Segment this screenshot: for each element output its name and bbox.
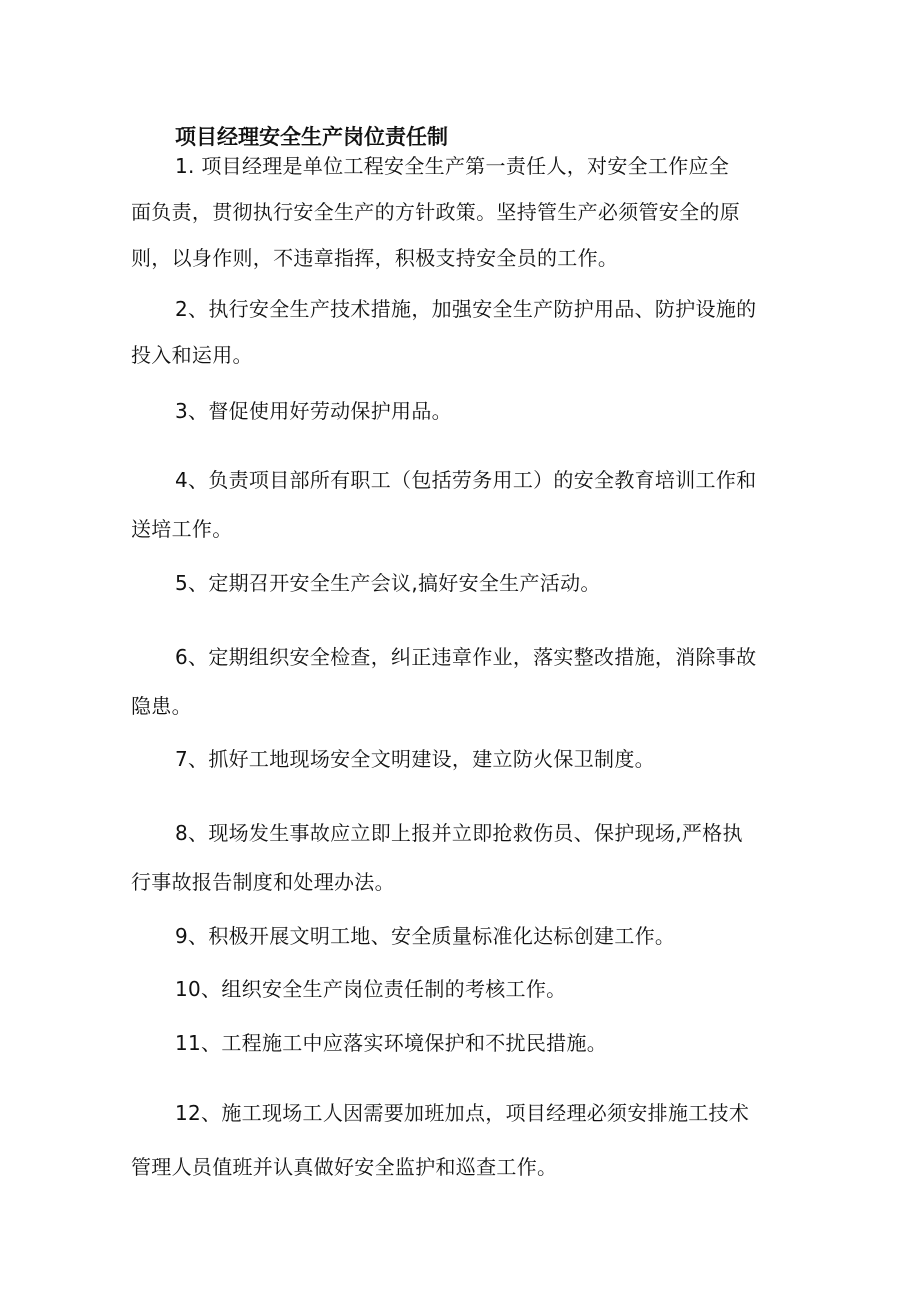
item-7-line-1: 7、抓好工地现场安全文明建设，建立防火保卫制度。 [175, 747, 655, 771]
item-1-line-2: 面负责，贯彻执行安全生产的方针政策。坚持管生产必须管安全的原 [131, 200, 740, 224]
item-12-line-1: 12、施工现场工人因需要加班加点，项目经理必须安排施工技术 [175, 1101, 750, 1125]
item-2-line-2: 投入和运用。 [131, 343, 253, 367]
item-10-line-1: 10、组织安全生产岗位责任制的考核工作。 [175, 977, 567, 1001]
item-9-line-1: 9、积极开展文明工地、安全质量标准化达标创建工作。 [175, 924, 676, 948]
item-8-line-2: 行事故报告制度和处理办法。 [131, 870, 395, 894]
item-4-line-2: 送培工作。 [131, 517, 233, 541]
item-2-line-1: 2、执行安全生产技术措施，加强安全生产防护用品、防护设施的 [175, 297, 757, 321]
item-8-line-1: 8、现场发生事故应立即上报并立即抢救伤员、保护现场,严格执 [175, 821, 743, 845]
item-5-line-1: 5、定期召开安全生产会议,搞好安全生产活动。 [175, 571, 601, 595]
item-12-line-2: 管理人员值班并认真做好安全监护和巡查工作。 [131, 1155, 558, 1179]
item-1-line-1: 1. 项目经理是单位工程安全生产第一责任人，对安全工作应全 [175, 154, 730, 178]
item-3-line-1: 3、督促使用好劳动保护用品。 [175, 399, 452, 423]
item-6-line-2: 隐患。 [131, 694, 192, 718]
item-1-line-3: 则，以身作则，不违章指挥，积极支持安全员的工作。 [131, 246, 619, 270]
item-11-line-1: 11、工程施工中应落实环境保护和不扰民措施。 [175, 1031, 608, 1055]
item-4-line-1: 4、负责项目部所有职工（包括劳务用工）的安全教育培训工作和 [175, 468, 757, 492]
item-6-line-1: 6、定期组织安全检查，纠正违章作业，落实整改措施，消除事故 [175, 645, 757, 669]
document-title: 项目经理安全生产岗位责任制 [175, 125, 448, 149]
